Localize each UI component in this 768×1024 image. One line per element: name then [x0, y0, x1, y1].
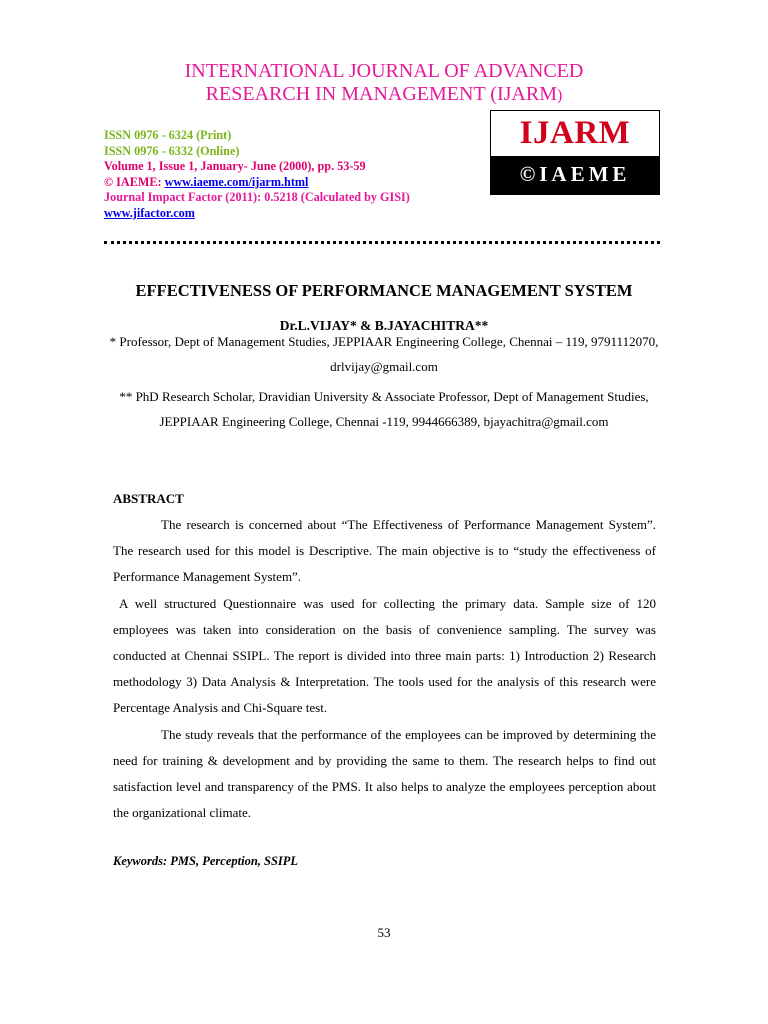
paper-title: EFFECTIVENESS OF PERFORMANCE MANAGEMENT SYSTEM [135, 281, 633, 300]
logo-publisher: ©IAEME [491, 156, 659, 194]
issn-print: ISSN 0976 - 6324 (Print) [104, 128, 232, 142]
abstract-paragraph-1: The research is concerned about “The Effectiveness of Performance Management System”. The research used for this model is Descriptive. The main objective is to “study the effectiveness of Performance Management System”. [113, 517, 656, 585]
keywords: Keywords: PMS, Perception, SSIPL [113, 854, 299, 868]
dotted-divider [104, 241, 660, 244]
abstract-paragraph-3: The study reveals that the performance of the employees can be improved by determining the need for training & development and by providing the same to them. The research helps to find out satisfaction level and transparency of the PMS. It also helps to analyze the employees perception about the organizational climate. [113, 726, 656, 821]
affiliation-2: ** PhD Research Scholar, Dravidian University & Associate Professor, Dept of Management Studies, JEPPIAAR Engineering College, Chennai -119, 9944666389, bjayachitra@gmail.com [119, 389, 649, 429]
journal-meta [104, 128, 410, 221]
abstract-body [113, 512, 656, 826]
logo-name: IJARM [491, 111, 659, 156]
impact-factor: Journal Impact Factor (2011): 0.5218 (Calculated by GISI) [104, 190, 410, 204]
journal-title-line-1: INTERNATIONAL JOURNAL OF ADVANCED [184, 60, 584, 82]
journal-title-line-2 [0, 83, 768, 107]
jifactor-link[interactable]: www.jifactor.com [104, 205, 195, 220]
iaeme-prefix: © IAEME: [104, 174, 165, 189]
journal-title-line-2-text: RESEARCH IN MANAGEMENT (IJARM [205, 83, 557, 105]
paper-authors: Dr.L.VIJAY* & B.JAYACHITRA** [279, 318, 489, 333]
page-number: 53 [377, 925, 391, 940]
jifactor-line [104, 206, 410, 222]
journal-title-line-2-paren: ) [556, 87, 563, 104]
abstract-heading: ABSTRACT [113, 491, 184, 506]
volume-info: Volume 1, Issue 1, January- June (2000), pp. 53-59 [104, 159, 366, 173]
iaeme-line [104, 175, 410, 191]
affiliation-1: * Professor, Dept of Management Studies, JEPPIAAR Engineering College, Chennai – 119, 9791112070, drlvijay@gmail.com [109, 334, 659, 374]
iaeme-link[interactable]: www.iaeme.com/ijarm.html [164, 174, 309, 189]
ijarm-logo [490, 110, 660, 195]
issn-online: ISSN 0976 - 6332 (Online) [104, 143, 240, 158]
abstract-paragraph-2: A well structured Questionnaire was used for collecting the primary data. Sample size of 120 employees was taken into consideration on the basis of convenience sampling. The survey was conducted at Chennai SSIPL. The report is divided into three main parts: 1) Introduction 2) Research methodology 3) Data Analysis & Interpretation. The tools used for the analysis of this research were Percentage Analysis and Chi-Square test. [113, 595, 656, 716]
